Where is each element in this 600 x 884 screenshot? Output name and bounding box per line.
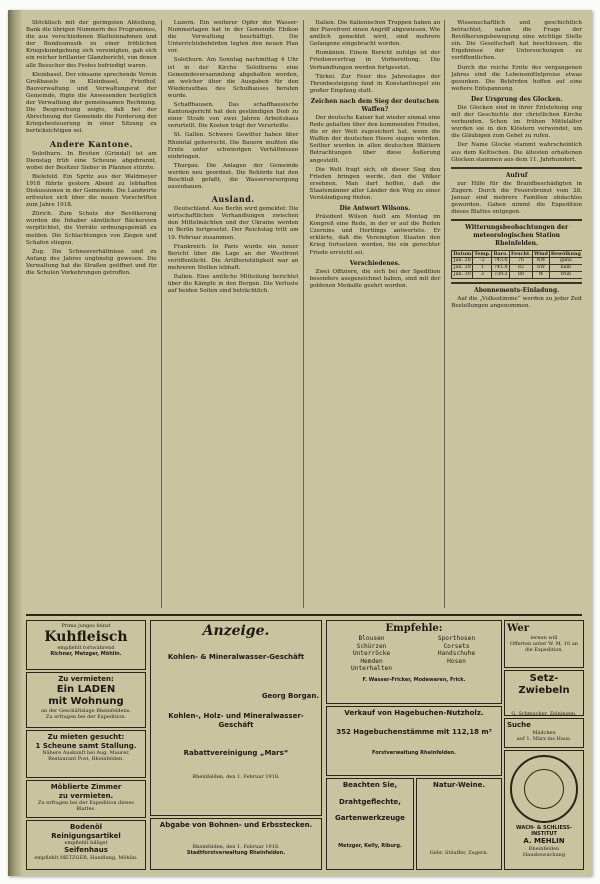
table-cell: trüb: [549, 272, 582, 279]
ad-headline: Drahtgeflechte,: [339, 797, 401, 806]
article-paragraph: Stöcklisch mit der geringsten Abteilung, Bank die übrigen Nummern des Programmes, die aus verschiedenen Blatteinnahmen und der Bundesmusik zu einer fröhlichen Kriegskundgebung sich vereinigten, gab sich ein reicher brillanter Glanzbericht, von denen alle Besucher des Festes befriedigt waren.: [26, 20, 157, 69]
ad-text: Rheinfelden, den 1. Februar 1918.: [192, 843, 280, 850]
article-paragraph: Italien. Die italienischen Truppen haben an der Piavefront einen Angriff abgewiesen. Wie amtlich gemeldet wird, sind mehrere Gefangene eingebracht worden.: [309, 20, 441, 48]
article-paragraph: Zwei Offiziere, die sich bei der Spedition besonders ausgezeichnet haben, sind mit der goldenen Medaille geehrt worden.: [309, 268, 441, 289]
table-cell: halb: [549, 265, 582, 272]
article-paragraph: Solothurn. Am Sonntag nachmittag 4 Uhr ist in der Kirche Solothurns eine Gemeindeversammlung abgehalten worden, an welcher über die Ausgaben für den Wiederaufbau des Schulhauses beraten wurde.: [167, 57, 299, 99]
book-spine: [8, 10, 22, 876]
ad-headline: mit Wohnung: [48, 695, 124, 707]
ad-text: zu vermieten.: [58, 791, 114, 800]
ad-text: G. Schmucker, Zeiningen.: [511, 711, 577, 716]
article-paragraph: Frankreich. In Paris wurde ein neuer Bericht über die Lage an der Westfront veröffentlicht. Die Artillerietätigkeit war an mehreren Stellen lebhaft.: [167, 243, 299, 271]
ad-hagebuchen: [326, 706, 502, 776]
column-3: [310, 20, 446, 608]
article-columns: [26, 20, 582, 608]
article-paragraph: Schaffhausen. Das schaffhausische Kantonsgericht hat den geständigen Dieb zu einer Strafe von zwei Jahren Arbeitshaus verurteilt. Die Kosten trägt der Verurteilte.: [167, 102, 299, 130]
article-heading: Aufruf: [505, 171, 528, 179]
table-cell: 76: [509, 258, 532, 265]
article-paragraph: Italien. Eine amtliche Mitteilung berichtet über die Kämpfe in den Bergen. Die Verluste auf beiden Seiten sind beträchtlich.: [167, 274, 299, 295]
ad-zimmer: [26, 780, 146, 818]
article-paragraph: Wissenschaftlich und geschichtlich betrachtet, nahm die Frage der Bevölkerungsbewegung eine wichtige Stelle ein. Die Gesellschaft hat beschlossen, die Ergebnisse der Untersuchungen zu veröffentlichen.: [451, 20, 582, 62]
table-header: Bewölkung: [550, 251, 581, 258]
article-paragraph: Rumänien. Einem Bericht zufolge ist der Friedensvertrag in Vorbereitung. Die Verhandlungen werden fortgesetzt.: [309, 50, 441, 71]
ad-text: Forstverwaltung Rheinfelden.: [372, 750, 456, 756]
article-paragraph: Zug. Die Schneeverhältnisse sind zu Anfang des Jahres ungünstig gewesen. Die Verwaltung hat die Straßen geöffnet und für die Schulen Vorkehrungen getroffen.: [26, 248, 157, 276]
ad-text: Rheinfelden, den 1. Februar 1918.: [192, 773, 280, 780]
ad-item-grid: [329, 635, 499, 673]
table-header: Baro.: [493, 251, 508, 258]
article-paragraph: St. Gallen. Schwere Gewitter haben über Rheintal geherrscht. Die Bauern mußten die Ernte unter schwierigen Verhältnissen einbringen.: [167, 132, 299, 160]
ad-bohnen: [150, 818, 322, 870]
ad-headline: Kohlen-, Holz- und Mineralwasser-Geschäft: [168, 712, 304, 729]
table-header: Datum: [453, 251, 472, 258]
article-heading: Zeichen nach dem Sieg der deutschen Waffen?: [310, 97, 439, 113]
article-heading: Witterungsbeobachtungen der meteorologischen Station Rheinfelden.: [465, 224, 569, 248]
ad-item: Handschuhe: [437, 650, 476, 658]
advertisement-section: [26, 614, 582, 872]
article-heading: Der Ursprung des Glocken.: [470, 95, 563, 103]
ad-text: Zu erfragen bei der Expedition.: [45, 713, 127, 720]
ad-text: Zu vermieten:: [58, 675, 114, 683]
article-paragraph: Bielefeld. Ein Spritz aus der Waldmeyer 1918 führte gestern Abend zu lebhaften Diskussionen in der Gemeinde. Die Landwirte erfreuten sich über die neuen Vorschriften zum Jahre 1918.: [26, 173, 157, 209]
article-paragraph: zur Hilfe für die Brandbeschädigten in Zugern. Durch die Feuersbrunst vom 28. Januar sind mehrere Familien obdachlos geworden. Gaben nimmt die Expedition dieses Blattes entgegen.: [451, 180, 582, 216]
table-header-row: [452, 251, 582, 258]
article-paragraph: Türkei. Zur Feier des Jahrestages der Thronbesteigung fand in Konstantinopel ein großer Empfang statt.: [309, 73, 441, 94]
ad-scheune: [26, 730, 146, 778]
table-cell: NW: [532, 258, 549, 265]
page-content: [26, 20, 584, 870]
article-paragraph: Der deutsche Kaiser hat wieder einmal eine Rede gehalten über den kommenden Frieden, die er der Welt zugesichert hat, wenn die Waffen der deutschen Heere siegen würden. Seither wurden in allen deutschen Blättern Betrachtungen über diese Äußerung angestellt.: [309, 114, 441, 164]
ad-text: Seifenhaus: [64, 846, 108, 855]
article-paragraph: Kleinbasel. Der einsame sprechende Verein Großbasels in Kleinbasel, Friedhof, Bauverwaltung und Verwaltungsrat der Gemeinde, fügte die Anwesenden bezüglich der Verwaltung der gemeinsamen Rechnung. Die Besprechung zeigte, daß bei der Abrechnung der Gemeinde die Forderung der Kriegsbesteuerung in einer Sitzung zu berücksichtigen sei.: [26, 71, 157, 135]
ad-headline: Anzeige.: [202, 623, 270, 639]
ad-kuhfleisch: [26, 620, 146, 670]
ad-item: Sporthosen: [437, 635, 476, 642]
ad-headline: Suche: [507, 721, 531, 729]
table-cell: Jan. 28: [452, 258, 473, 265]
divider: [451, 219, 582, 221]
table-row: [452, 272, 582, 279]
table-cell: 82: [509, 265, 532, 272]
ad-headline: Empfehle:: [385, 623, 443, 634]
ad-text: Georg Borgan.: [261, 691, 319, 700]
article-paragraph: Zürich. Zum Schutz der Bevölkerung wurden die Inhaber sämtlicher Bäckereien verpflichtet, die Vorräte ordnungsgemäß zu melden. Die Schlachtungen von Ziegen und Schafen stiegen.: [26, 211, 157, 246]
table-cell: Jan. 30: [452, 272, 473, 279]
article-paragraph: Die Glocken sind in ihrer Entstehung eng mit der Geschichte der christlichen Kirche verbunden. Schon im frühen Mittelalter wurden sie in den Klöstern verwendet, um die Gläubigen zum Gebet zu rufen.: [451, 104, 582, 140]
ad-headline: Beachten Sie,: [342, 781, 398, 789]
article-paragraph: Luzern. Ein weiterer Opfer der Wasser-Nummerlagen hat in der Gemeinde Ebikon die Verwaltung beschäftigt. Die Unterrichtsbehörden legten den neuen Plan vor.: [167, 20, 299, 55]
ad-headline: Bodenöl: [69, 823, 103, 831]
table-cell: 739.2: [493, 272, 508, 278]
column-2: [168, 20, 304, 608]
table-cell: -2: [473, 258, 492, 265]
ad-text: empfiehlt billigst: [64, 840, 108, 846]
table-cell: W: [532, 272, 549, 279]
ad-empfehle: [326, 620, 502, 704]
ad-headline: Wer: [507, 623, 530, 634]
ad-kohlen: [150, 620, 322, 816]
ad-headline: Reinigungsartikel: [51, 831, 121, 840]
ad-headline: Abgabe von Bohnen- und Erbsstecken.: [159, 821, 313, 829]
ad-headline: Möblierte Zimmer: [50, 783, 122, 791]
ad-text: Nähere Auskunft bei Aug. Maurer, Restaurant Post, Rheinfelden.: [42, 750, 130, 763]
table-header: Wind: [533, 251, 548, 258]
ad-text: Rheinfelden: [528, 845, 560, 852]
ad-text: Rabattvereinigung „Mars“: [183, 749, 289, 757]
table-cell: ganz: [549, 258, 582, 265]
table-cell: 3: [473, 272, 492, 279]
ad-headline: Verkauf von Hagebuchen-Nutzholz.: [344, 709, 484, 717]
ad-text: Mädchen: [532, 729, 556, 736]
article-paragraph: Die Welt fragt sich, ob dieser Sieg den Frieden bringen werde, den die Völker ersehnen. Man darf hoffen, daß die Staatsmänner aller Länder den Weg zu einer Verständigung finden.: [309, 166, 441, 201]
ad-text: Offerten unter W. M. 10 an die Expedition.: [509, 641, 579, 654]
ad-headline: Kuhfleisch: [44, 629, 128, 646]
ad-text: an der Geschäftslage Rheinfeldens.: [41, 707, 131, 714]
ad-naturweine: [416, 778, 502, 870]
article-paragraph: Thurgau. Die Anlagen der Gemeinde werden neu geordnet. Die Behörde hat den Beschluß gefaßt, die Wasserversorgung auszubauen.: [167, 162, 299, 191]
article-heading: Verschiedenes.: [349, 259, 400, 267]
section-heading: Ausland.: [211, 194, 255, 205]
ad-laden: [26, 672, 146, 728]
ad-text: Zu mieten gesucht:: [47, 733, 125, 741]
ad-item: Hosen: [447, 657, 466, 665]
ad-text: Zu erfragen bei der Expedition dieses Blattes.: [37, 800, 135, 813]
ad-lernen: [504, 620, 584, 668]
table-cell: 88: [509, 272, 532, 279]
table-header: Feucht.: [510, 251, 531, 258]
ad-headline: Setz-Zwiebeln: [518, 673, 570, 696]
ad-headline: Natur-Weine.: [433, 781, 485, 789]
ad-wach-institut: [504, 750, 584, 870]
ad-text: Hausbewachung: [522, 852, 566, 859]
article-paragraph: Der Name Glocke stammt wahrscheinlich aus dem Keltischen. Die ältesten erhaltenen Glocken stammen aus dem 11. Jahrhundert.: [451, 142, 582, 163]
ad-text: Prima junges feinst: [61, 623, 111, 629]
table-cell: 741.8: [493, 265, 508, 271]
ad-text: empfiehlt fortwährend: [57, 645, 115, 652]
divider: [451, 167, 582, 169]
ad-headline: Ein LADEN: [56, 683, 116, 695]
ad-text: 352 Hagebuchenstämme mit 112,18 m³: [336, 727, 492, 736]
table-row: [452, 265, 582, 272]
article-paragraph: Durch die reiche Ernte des vergangenen Jahres sind die Lebensmittelpreise etwas gesunken. Die Behörden hoffen auf eine weitere Entspannung.: [451, 64, 582, 92]
ad-bodenoel: [26, 820, 146, 870]
column-1: [26, 20, 162, 608]
ad-item: Unterröcke: [352, 650, 391, 658]
ad-maedchen: [504, 718, 584, 748]
ad-headline: A. MEHLIN: [523, 837, 565, 846]
article-paragraph: Präsident Wilson hielt am Montag im Kongreß eine Rede, in der er auf die Reden Czernins und Hertlings antwortete. Er erklärte, daß die Vereinigten Staaten den Krieg fortsetzen werden, bis ein gerechter Friede erreicht sei.: [309, 214, 441, 256]
ad-text: Stadtforstverwaltung Rheinfelden.: [186, 849, 286, 856]
table-row: [452, 258, 582, 265]
table-cell: SW: [532, 265, 549, 272]
ad-item: Hemden: [360, 657, 383, 665]
ad-headline: 1 Scheune samt Stallung.: [35, 741, 137, 750]
ad-headline: Kohlen- & Mineralwasser-Geschäft: [167, 653, 305, 661]
ad-item: Blousen: [358, 635, 385, 642]
ad-text: Gebr. Stäuffer, Zugern.: [429, 849, 489, 856]
ad-text: Richner, Metzger, Möhlin.: [50, 651, 122, 658]
ad-text: Metzger, Kelly, Riburg.: [338, 842, 402, 849]
weather-table: [451, 250, 582, 279]
seal-label: WACH- & SCHLIESS-INSTITUT: [516, 825, 572, 838]
table-cell: Jan. 29: [452, 265, 473, 272]
ad-headline: Gartenwerkzeuge: [335, 814, 405, 822]
divider: [451, 282, 582, 284]
ad-text: empfiehlt METZGER, Handlung, Möhlin.: [34, 854, 138, 861]
article-paragraph: Solothurn. In Breiten (Grindal) ist am Dienstag früh eine Scheune abgebrannt, wobei der Besitzer Sieber in Pfannen stürzte.: [26, 150, 157, 171]
seal-emblem: [510, 755, 578, 823]
table-cell: 1: [473, 265, 492, 272]
seal-inner-ring: [524, 769, 564, 809]
ad-text: lernen will: [530, 635, 558, 641]
table-header: Temp.: [474, 251, 491, 258]
section-heading: Andere Kantone.: [49, 138, 133, 149]
ad-zwiebeln: [504, 670, 584, 716]
article-heading: Die Antwort Wilsons.: [339, 205, 411, 213]
table-cell: 743.6: [493, 258, 508, 264]
article-paragraph: Auf die „Volksstimme“ werden zu jeder Zeit Bestellungen angenommen.: [451, 296, 582, 310]
article-heading: Abonnements-Einladung.: [474, 287, 560, 295]
newspaper-page: [8, 10, 592, 876]
ad-text: auf 1. März ins Haus.: [516, 735, 572, 742]
ad-drahtgeflechte: [326, 778, 414, 870]
ad-item: Schürzen: [356, 642, 387, 650]
ad-item: Corsets: [443, 642, 470, 650]
article-paragraph: Deutschland. Aus Berlin wird gemeldet: Die wirtschaftlichen Verhandlungen zwischen den Mittelmächten und der Ukraine werden in Berlin fortgesetzt. Der Reichstag tritt am 19. Februar zusammen.: [167, 206, 299, 241]
ad-item: Unterhalten: [351, 665, 392, 673]
column-4: [451, 20, 582, 608]
ad-text: F. Wasser-Fricker, Modewaren, Frick.: [362, 676, 466, 683]
